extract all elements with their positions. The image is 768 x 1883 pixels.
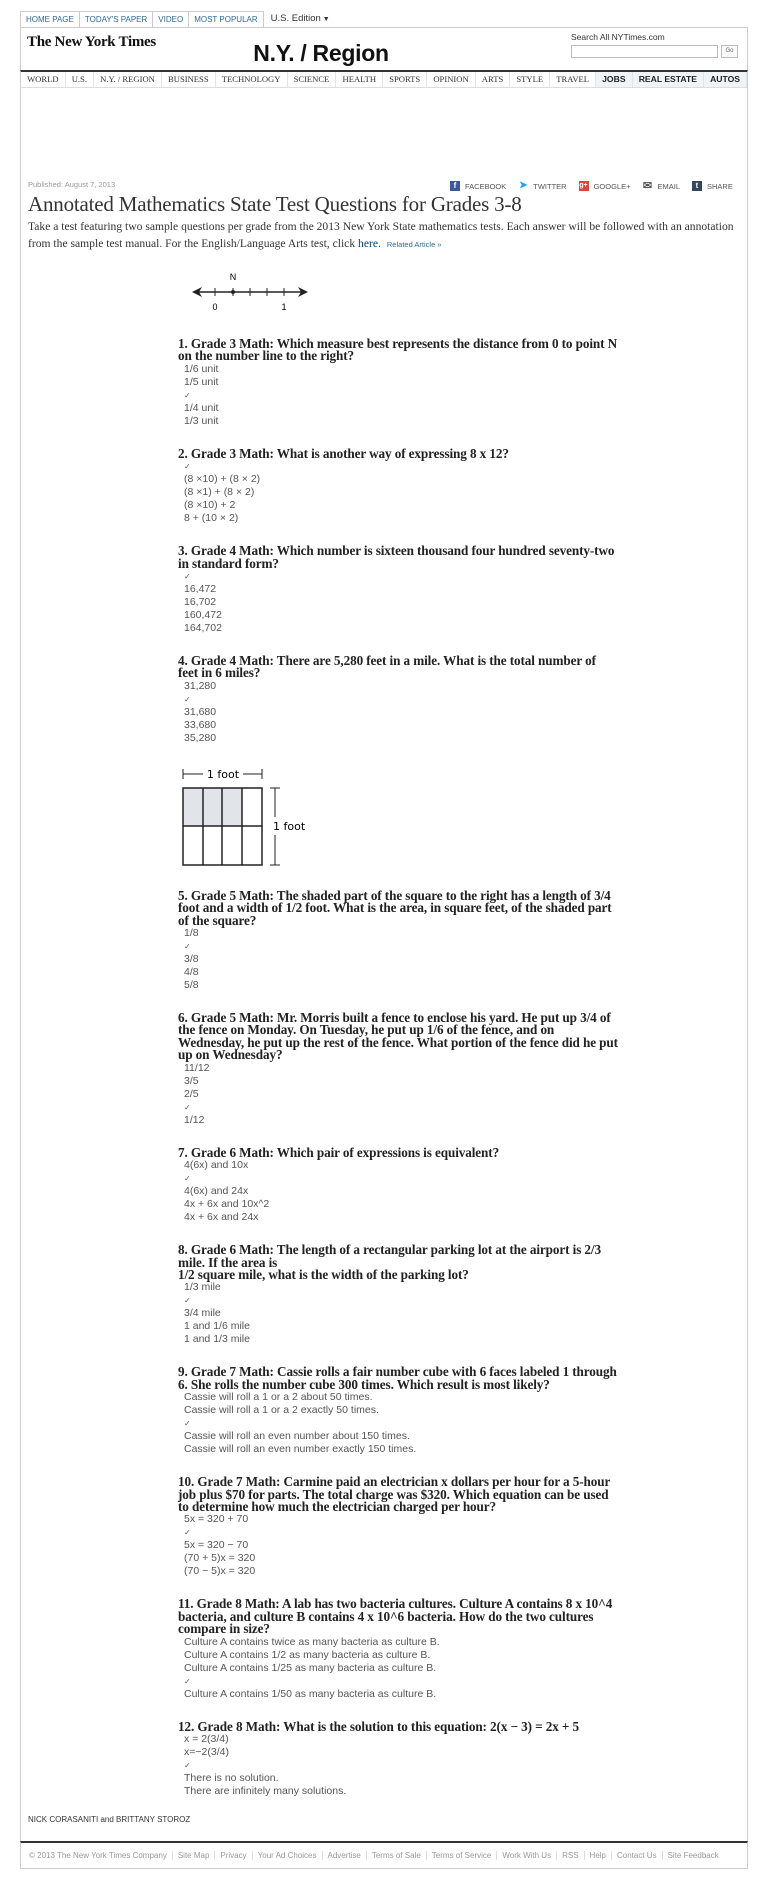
answer-option[interactable]: 4(6x) and 24x <box>184 1185 249 1198</box>
answer-option[interactable]: 33,680 <box>184 718 217 731</box>
footer-link-terms-of-sale[interactable]: Terms of Sale <box>366 1851 426 1860</box>
correct-answer-check-icon: ✓ <box>184 1760 191 1770</box>
question-6 <box>178 1012 618 1127</box>
question-text: 7. Grade 6 Math: Which pair of expressions is equivalent? <box>178 1144 500 1160</box>
answer-option[interactable]: 4/8 <box>184 966 199 979</box>
related-article-link[interactable]: Related Article » <box>386 239 442 249</box>
correct-answer-check-icon: ✓ <box>184 390 191 400</box>
answer-option[interactable]: 1 and 1/3 mile <box>184 1333 250 1346</box>
question-text: 4. Grade 4 Math: There are 5,280 feet in a mile. What is the total number of feet in 6 miles? <box>178 653 596 681</box>
tumblr-share-button[interactable] <box>692 181 733 191</box>
answer-option[interactable]: 1/4 unit <box>184 401 219 414</box>
answer-option[interactable]: 5/8 <box>184 979 199 992</box>
label-n: N <box>229 272 237 282</box>
question-5 <box>178 887 618 992</box>
correct-answer-check-icon: ✓ <box>184 1528 191 1538</box>
answer-option[interactable]: 31,680 <box>184 705 217 718</box>
section-title[interactable]: N.Y. / Region <box>253 40 389 66</box>
footer-link-contact-us[interactable]: Contact Us <box>611 1851 662 1860</box>
answer-option[interactable]: (70 + 5)x = 320 <box>184 1552 256 1565</box>
nav-sports[interactable]: SPORTS <box>383 72 427 87</box>
shaded-cells <box>183 788 242 826</box>
answer-option[interactable]: 1 and 1/6 mile <box>184 1320 250 1333</box>
question-12 <box>178 1718 618 1798</box>
answer-option[interactable]: Cassie will roll an even number exactly 150 times. <box>184 1443 417 1456</box>
answer-option[interactable]: 5x = 320 + 70 <box>184 1513 249 1526</box>
answer-option[interactable]: 3/5 <box>184 1074 199 1087</box>
answer-option[interactable]: 1/6 unit <box>184 362 219 375</box>
search-input[interactable] <box>571 45 718 58</box>
question-text: 6. Grade 5 Math: Mr. Morris built a fence to enclose his yard. He put up 3/4 of the fence on Monday. On Tuesday, he put up 1/6 of the fence, and on Wednesday, he put up the rest of the fence. What portion of the fence did he put up on Wednesday? <box>178 1010 618 1063</box>
google-label: GOOGLE+ <box>593 181 631 191</box>
google-share-button[interactable] <box>579 181 631 191</box>
article-description <box>28 219 748 253</box>
email-label: EMAIL <box>657 181 680 191</box>
question-1 <box>178 338 618 428</box>
point-n <box>231 290 235 294</box>
answer-option[interactable]: 4x + 6x and 24x <box>184 1211 259 1224</box>
answer-option[interactable]: 164,702 <box>184 622 222 635</box>
answer-option[interactable]: (8 ×10) + 2 <box>184 499 236 512</box>
answer-option[interactable]: 1/3 unit <box>184 414 219 427</box>
footer-link-advertise[interactable]: Advertise <box>322 1851 366 1860</box>
answer-option[interactable]: There is no solution. <box>184 1771 279 1784</box>
correct-answer-check-icon: ✓ <box>184 694 191 704</box>
question-text: 5. Grade 5 Math: The shaded part of the square to the right has a length of 3/4 foot and a width of 1/2 foot. What is the area, in square feet, of the shaded part of the square? <box>178 887 612 928</box>
chevron-down-icon: ▼ <box>320 16 330 23</box>
correct-answer-check-icon: ✓ <box>184 1102 191 1112</box>
search-label: Search All NYTimes.com <box>571 32 665 42</box>
answer-option[interactable]: Cassie will roll an even number about 150 times. <box>184 1430 410 1443</box>
section-nav <box>20 70 748 88</box>
footer-link-site-feedback[interactable]: Site Feedback <box>662 1851 724 1860</box>
answer-option[interactable]: 4(6x) and 10x <box>184 1159 249 1172</box>
correct-answer-check-icon: ✓ <box>184 1419 191 1429</box>
answer-option[interactable]: 31,280 <box>184 679 217 692</box>
nav-arts[interactable]: ARTS <box>476 72 511 87</box>
question-text: 9. Grade 7 Math: Cassie rolls a fair number cube with 6 faces labeled 1 through 6. She rolls the number cube 300 times. Which result is most likely? <box>178 1364 617 1392</box>
tab-today-s-paper[interactable]: TODAY'S PAPER <box>79 11 153 27</box>
nav-n-y-region[interactable]: N.Y. / REGION <box>94 72 162 87</box>
answer-option[interactable]: There are infinitely many solutions. <box>184 1784 347 1797</box>
correct-answer-check-icon: ✓ <box>184 1296 191 1306</box>
correct-answer-check-icon: ✓ <box>184 462 191 472</box>
label-1: 1 <box>281 302 287 312</box>
nav-technology[interactable]: TECHNOLOGY <box>216 72 288 87</box>
answer-option[interactable]: 35,280 <box>184 731 217 744</box>
article-headline: Annotated Mathematics State Test Questions for Grades 3-8 <box>28 192 522 216</box>
ela-test-link[interactable]: here. <box>358 236 381 250</box>
question-text: 11. Grade 8 Math: A lab has two bacteria cultures. Culture A contains 8 x 10^4 bacteria, and culture B contains 4 x 10^6 bacteria. How do the two cultures compare in size? <box>178 1596 613 1637</box>
nav-business[interactable]: BUSINESS <box>162 72 216 87</box>
correct-answer-check-icon: ✓ <box>184 1676 191 1686</box>
question-text: 1. Grade 3 Math: Which measure best represents the distance from 0 to point N on the number line to the right? <box>178 336 618 364</box>
answer-option[interactable]: 3/4 mile <box>184 1307 221 1320</box>
correct-answer-check-icon: ✓ <box>184 1174 191 1184</box>
nav-opinion[interactable]: OPINION <box>427 72 475 87</box>
top-tabs <box>20 11 338 27</box>
answer-option[interactable]: 1/12 <box>184 1113 205 1126</box>
question-8 <box>178 1244 618 1346</box>
copyright: © 2013 The New York Times Company <box>29 1851 167 1860</box>
question-10 <box>178 1476 618 1578</box>
answer-option[interactable]: Cassie will roll a 1 or a 2 about 50 times. <box>184 1391 373 1404</box>
question-4 <box>178 655 618 745</box>
answer-option[interactable]: Culture A contains twice as many bacteria as culture B. <box>184 1635 440 1648</box>
nav-science[interactable]: SCIENCE <box>288 72 337 87</box>
answer-option[interactable]: 2/5 <box>184 1087 199 1100</box>
answer-option[interactable]: 11/12 <box>184 1061 210 1074</box>
correct-answer-check-icon: ✓ <box>184 572 191 582</box>
answer-option[interactable]: 1/5 unit <box>184 375 219 388</box>
answer-option[interactable]: Culture A contains 1/50 as many bacteria as culture B. <box>184 1687 437 1700</box>
email-icon: ✉ <box>642 180 653 192</box>
nav-world[interactable]: WORLD <box>21 72 66 87</box>
question-text: 3. Grade 4 Math: Which number is sixteen thousand four hundred seventy-two in standard form? <box>178 543 615 571</box>
twitter-label: TWITTER <box>533 181 567 191</box>
edition-selector[interactable] <box>263 11 338 27</box>
width-label: 1 foot <box>206 767 240 781</box>
masthead <box>20 27 748 70</box>
tab-home-page[interactable]: HOME PAGE <box>20 11 80 27</box>
correct-answer-check-icon: ✓ <box>184 942 191 952</box>
footer-link-help[interactable]: Help <box>584 1851 611 1860</box>
footer-link-your-ad-choices[interactable]: Your Ad Choices <box>252 1851 322 1860</box>
nav-autos[interactable]: AUTOS <box>704 72 747 87</box>
question-11 <box>178 1598 618 1700</box>
edition-label: U.S. Edition <box>270 13 321 24</box>
published-date: Published: August 7, 2013 <box>28 180 116 189</box>
label-0: 0 <box>212 302 218 312</box>
nav-u-s[interactable]: U.S. <box>66 72 94 87</box>
nav-real-estate[interactable]: REAL ESTATE <box>633 72 704 87</box>
answer-option[interactable]: Cassie will roll a 1 or a 2 exactly 50 times. <box>184 1404 379 1417</box>
facebook-share-button[interactable] <box>450 181 506 191</box>
answer-option[interactable]: Culture A contains 1/2 as many bacteria as culture B. <box>184 1648 431 1661</box>
nav-travel[interactable]: TRAVEL <box>550 72 596 87</box>
footer-link-rss[interactable]: RSS <box>556 1851 583 1860</box>
number-line-svg <box>190 270 320 315</box>
tab-most-popular[interactable]: MOST POPULAR <box>188 11 263 27</box>
question-7 <box>178 1144 618 1224</box>
share-label: SHARE <box>707 181 733 191</box>
search-go-button[interactable]: Go <box>721 45 738 58</box>
question-3 <box>178 545 618 635</box>
answer-option[interactable]: 5x = 320 − 70 <box>184 1539 249 1552</box>
footer-link-terms-of-service[interactable]: Terms of Service <box>426 1851 497 1860</box>
number-line-figure <box>178 270 618 320</box>
google-plus-icon: g+ <box>579 182 588 189</box>
nav-jobs[interactable]: JOBS <box>596 72 633 87</box>
answer-option[interactable]: 1/3 mile <box>184 1281 221 1294</box>
footer-link-privacy[interactable]: Privacy <box>214 1851 251 1860</box>
answer-option[interactable]: 8 + (10 × 2) <box>184 512 239 525</box>
answer-option[interactable]: (70 − 5)x = 320 <box>184 1565 256 1578</box>
nav-style[interactable]: STYLE <box>510 72 550 87</box>
height-label: 1 foot <box>273 819 306 833</box>
answer-option[interactable]: 1/8 <box>184 927 199 940</box>
questions-list <box>178 270 618 1818</box>
description-text: Take a test featuring two sample questions per grade from the 2013 New York State mathematics tests. Each answer will be followed with an annotation from the sample test manual. For the English/Language Arts test, click <box>28 220 734 250</box>
answer-option[interactable]: 160,472 <box>184 609 222 622</box>
question-text: 8. Grade 6 Math: The length of a rectangular parking lot at the airport is 2/3 mile. If the area is 1/2 square mile, what is the width of the parking lot? <box>178 1242 601 1282</box>
answer-option[interactable]: (8 ×1) + (8 × 2) <box>184 486 255 499</box>
answer-option[interactable]: x=−2(3/4) <box>184 1745 229 1758</box>
square-figure <box>178 765 618 872</box>
twitter-icon: ➤ <box>519 180 528 191</box>
nyt-logo[interactable]: The New York Times <box>27 34 156 50</box>
footer-link-work-with-us[interactable]: Work With Us <box>496 1851 556 1860</box>
email-share-button[interactable] <box>642 181 680 191</box>
answer-option[interactable]: 4x + 6x and 10x^2 <box>184 1198 270 1211</box>
question-text: 12. Grade 8 Math: What is the solution to this equation: 2(x − 3) = 2x + 5 <box>178 1718 580 1734</box>
facebook-icon: f <box>450 181 460 191</box>
square-svg <box>181 765 321 867</box>
answer-option[interactable]: x = 2(3/4) <box>184 1732 229 1745</box>
question-9 <box>178 1366 618 1456</box>
byline: NICK CORASANITI and BRITTANY STOROZ <box>28 1815 191 1824</box>
answer-option[interactable]: 16,702 <box>184 596 217 609</box>
question-text: 2. Grade 3 Math: What is another way of expressing 8 x 12? <box>178 445 509 461</box>
nav-health[interactable]: HEALTH <box>336 72 383 87</box>
tab-video[interactable]: VIDEO <box>152 11 189 27</box>
answer-option[interactable]: 3/8 <box>184 953 199 966</box>
share-bar <box>450 181 733 191</box>
answer-option[interactable]: 16,472 <box>184 583 217 596</box>
question-2 <box>178 445 618 525</box>
footer <box>20 1841 748 1869</box>
facebook-label: FACEBOOK <box>465 181 507 191</box>
question-text: 10. Grade 7 Math: Carmine paid an electrician x dollars per hour for a 5-hour job plus $70 for parts. The total charge was $320. Which equation can be used to determine how much the electrician charged per hour? <box>178 1474 610 1514</box>
twitter-share-button[interactable] <box>518 181 566 191</box>
tumblr-icon: t <box>692 181 702 191</box>
footer-link-site-map[interactable]: Site Map <box>172 1851 215 1860</box>
answer-option[interactable]: Culture A contains 1/25 as many bacteria as culture B. <box>184 1661 437 1674</box>
answer-option[interactable]: (8 ×10) + (8 × 2) <box>184 473 261 486</box>
